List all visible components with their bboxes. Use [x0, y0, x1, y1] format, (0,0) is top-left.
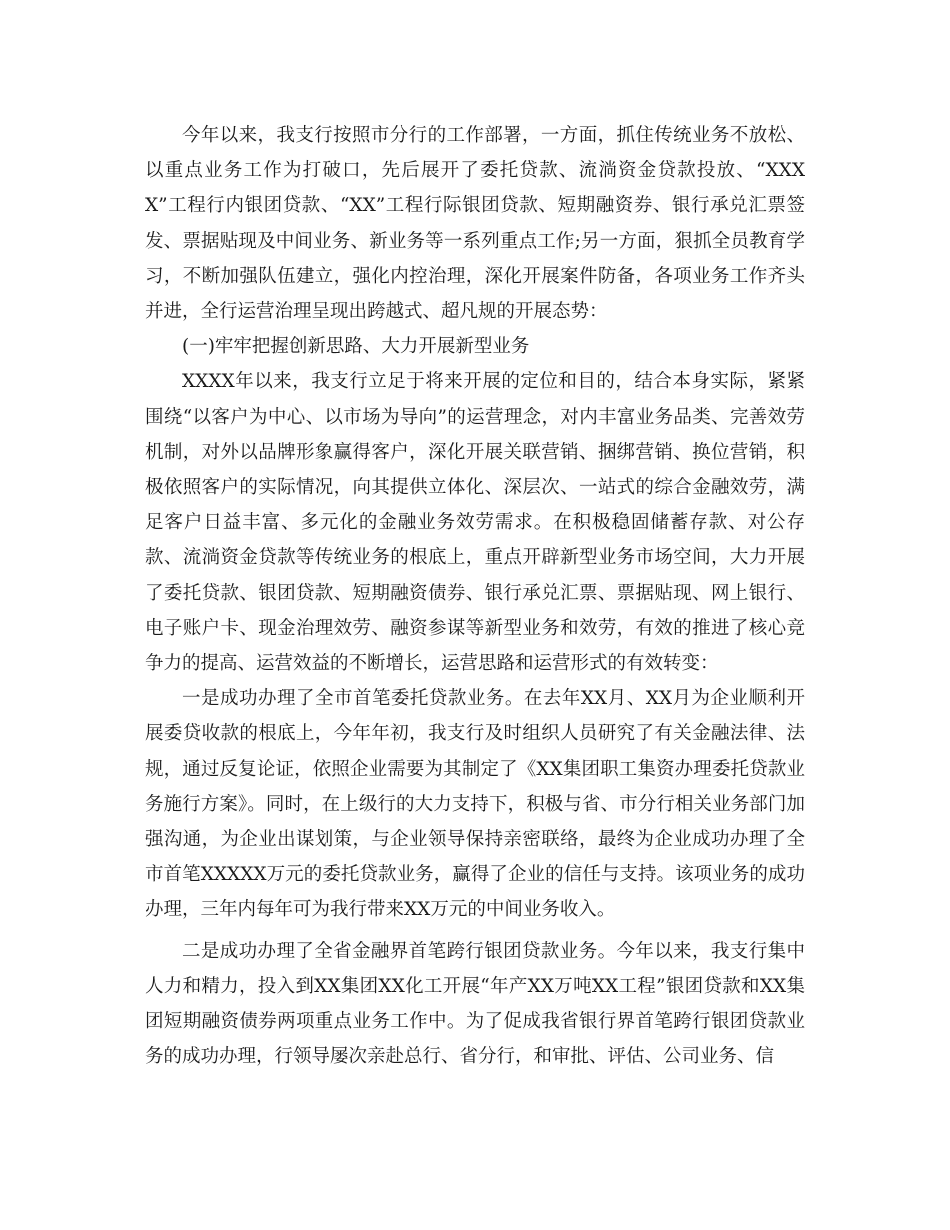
- document-body: [145, 118, 805, 1074]
- paragraph-syndicated-loan: 二是成功办理了全省金融界首笔跨行银团贷款业务。今年以来，我支行集中人力和精力，投入到XX集团XX化工开展“年产XX万吨XX工程”银团贷款和XX集团短期融资债券两项重点业务工作中。为了促成我省银行界首笔跨行银团贷款业务的成功办理，行领导屡次亲赴总行、省分行，和审批、评估、公司业务、信: [145, 940, 805, 1068]
- paragraph-new-business: XXXX年以来，我支行立足于将来开展的定位和目的，结合本身实际，紧紧围绕“以客户为中心、以市场为导向”的运营理念，对内丰富业务品类、完善效劳机制，对外以品牌形象赢得客户，深化开展关联营销、捆绑营销、换位营销，积极依照客户的实际情况，向其提供立体化、深层次、一站式的综合金融效劳，满足客户日益丰富、多元化的金融业务效劳需求。在积极稳固储蓄存款、对公存款、流淌资金贷款等传统业务的根底上，重点开辟新型业务市场空间，大力开展了委托贷款、银团贷款、短期融资债券、银行承兑汇票、票据贴现、网上银行、电子账户卡、现金治理效劳、融资参谋等新型业务和效劳，有效的推进了核心竞争力的提高、运营效益的不断增长，运营思路和运营形式的有效转变：: [145, 371, 805, 675]
- paragraph-entrusted-loan: 一是成功办理了全市首笔委托贷款业务。在去年XX月、XX月为企业顺利开展委贷收款的根底上，今年年初，我支行及时组织人员研究了有关金融法律、法规，通过反复论证，依照企业需要为其制定了《XX集团职工集资办理委托贷款业务施行方案》。同时，在上级行的大力支持下，积极与省、市分行相关业务部门加强沟通，为企业出谋划策，与企业领导保持亲密联络，最终为企业成功办理了全市首笔XXXXX万元的委托贷款业务，赢得了企业的信任与支持。该项业务的成功办理，三年内每年可为我行带来XX万元的中间业务收入。: [145, 688, 805, 921]
- paragraph-intro: 今年以来，我支行按照市分行的工作部署，一方面，抓住传统业务不放松、以重点业务工作为打破口，先后展开了委托贷款、流淌资金贷款投放、“XXXX”工程行内银团贷款、“XX”工程行际银团贷款、短期融资券、银行承兑汇票签发、票据贴现及中间业务、新业务等一系列重点工作;另一方面，狠抓全员教育学习，不断加强队伍建立，强化内控治理，深化开展案件防备，各项业务工作齐头并进，全行运营治理呈现出跨越式、超凡规的开展态势：: [145, 125, 805, 323]
- section-heading: (一)牢牢把握创新思路、大力开展新型业务: [182, 336, 530, 358]
